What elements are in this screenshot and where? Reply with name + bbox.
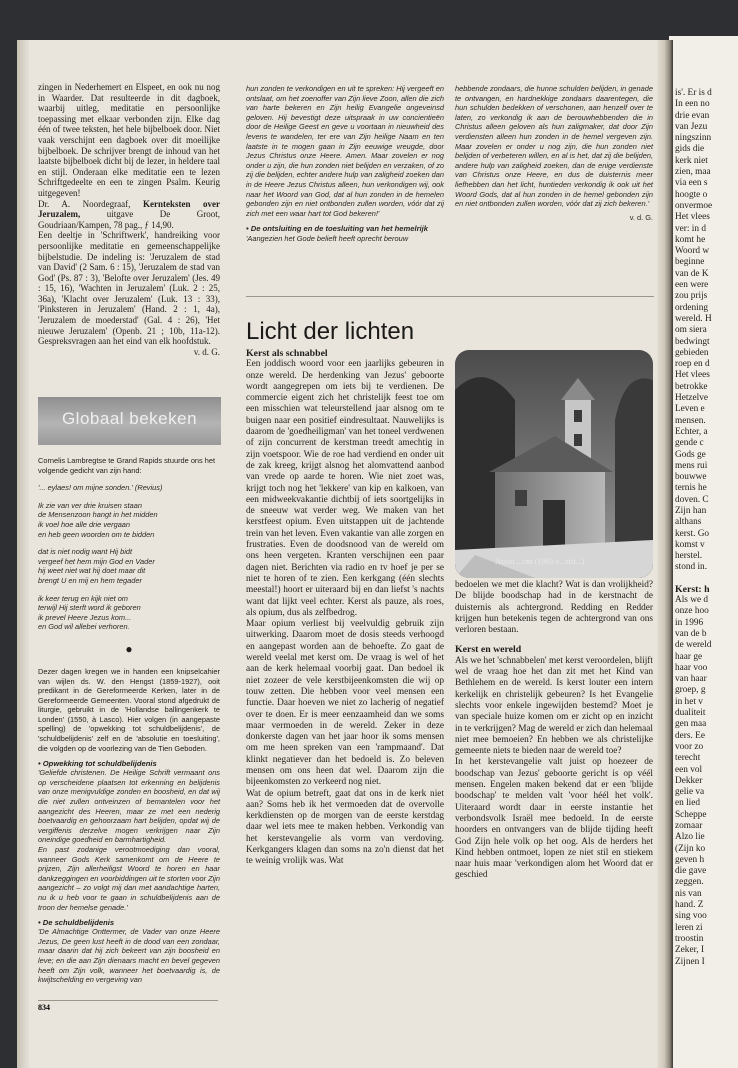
next-page-line: Zijn han	[675, 505, 707, 516]
liturgy-continuation	[246, 84, 444, 244]
next-page-line: geven h	[675, 854, 705, 865]
next-page-line: Woord w	[675, 246, 710, 257]
photo-caption: Assisi ...ran (1995 e...erti...)	[495, 557, 585, 566]
globaal-bekeken-column	[38, 456, 220, 985]
poem-stanza: Ik zie van ver drie kruisen staan de Mensenzoon hangt in het midden ik voel hoe alle drie vergaan en heb geen woorden om te bidden	[38, 500, 158, 539]
next-page-line: Het vlees	[675, 212, 710, 223]
article-paragraph: Een joddisch woord voor een jaarlijks gebeuren in onze wereld. De herdenking van Jezus' geboorte wordt aangegrepen om iets bij te verdienen. De commercie eigent zich het christelijk feest toe om een misschien wat teleurstellend jaar alsnog om te buigen naar een positief eindresultaat. Nauwelijks is daarom de 'goedheiligman' van het toneel verdwenen of zijn concurrent de kerstman treedt amechtig in zijn voetspoor. Wie de roe had verdiend en onder uit de zak kreeg, krijgt alsnog het alomvattend aanbod van vrede op aarde te horen. Wie niet zoet was, krijgt toch nog het 'lekkere' van kip en kalkoen, van een midweekvakantie dichtbij of iets soortgelijks in de sneeuw wat verder weg. We maken van het kerstfeest opium. Even uitstappen uit de jachtende trein van het leven. Even vakantie van alle zorgen en frustraties. Even de doodsnood van de wereld om ons heen vergeten. Kranten verschijnen een paar dagen niet. Berichten via radio en tv hoef je per se niet te horen of te zien. Een kerkgang (één slechts meestal!) hoort er uiteraard bij en dan liefst 's nachts want dat lijkt veel echter. Kerst als pauze, als roes, als opium, dus als zelfbedrog.	[246, 359, 444, 618]
page-gutter	[657, 40, 673, 1068]
next-page-line: wereld. H	[675, 313, 712, 324]
next-page-line: kerst. Go	[675, 528, 710, 539]
next-page-line: gebieden	[675, 347, 709, 358]
footer-rule	[38, 1000, 218, 1001]
article-photo	[455, 350, 653, 578]
article-paragraph: bedoelen we met die klacht? Wat is dan vrolijkheid? De blijde boodschap had in de kerstnacht de duisternis als achtergrond. Redding en Redder krijgen hun betekenis tegen de achtergrond van ons verloren bestaan.	[455, 580, 653, 636]
next-page-line: via een s	[675, 178, 708, 189]
next-page-line: Echter, a	[675, 426, 708, 437]
next-page-line: terecht	[675, 753, 701, 764]
review-signature: v. d. G.	[193, 346, 220, 357]
next-page-line: ternis he	[675, 483, 707, 494]
next-page-line: herstel.	[675, 551, 703, 562]
article-subheading: Kerst en wereld	[455, 644, 522, 656]
next-page-line: haar voo	[675, 662, 708, 673]
liturgy-subheading: • De ontsluiting en de toesluiting van het hemelrijk	[246, 224, 428, 234]
next-page-line: in het v	[675, 696, 703, 707]
page-edge-shadow	[17, 40, 29, 1068]
book-title: Kernteksten over Jeruzalem,	[38, 198, 221, 220]
next-page-text	[675, 595, 737, 968]
poem-stanza: dat is niet nodig want Hij bidt vergeef het hem mijn God en Vader hij weet niet wat hij doet maar dit brengt U en mij en hem tegader	[38, 547, 155, 585]
article-paragraph: Wat de opium betreft, gaat dat ons in de kerk niet aan? Soms heb ik het vermoeden dat de overvolle kerkdiensten op de morgen van de eerste kerstdag daar wel iets mee te maken hebben. Verkondig van het kerstevangelie als vorm van verdoving. Kerkgangers klagen dan soms na zo'n dienst dat het te weinig vrolijk was. Wat	[246, 788, 444, 867]
next-page-line: onvermoe	[675, 200, 713, 211]
next-page-line: beginne	[675, 257, 705, 268]
poem-stanza: ik keer terug en kijk niet om terwijl Hij sterft word ik geboren ik prevel Heere Jezus kom... en God wil allebei verhoren.	[38, 593, 141, 632]
next-page-line: troostin	[675, 933, 704, 944]
next-page-line: komst v	[675, 539, 705, 550]
next-page-line: Zeker, I	[675, 945, 705, 956]
review-paragraph: zingen in Nederhemert en Elspeet, en ook nu nog in Waarder. Dat resulteerde in dit dagboek, waarbij uitleg, meditatie en persoonlijke toepassing met elkaar verbonden zijn. Elke dag één of twee teksten, het hele bijbelboek door. Niet vaak verschijnt een dagboek over dit moeilijke bijbelboek. De schrijver brengt de inhoud van het laatste bijbelboek dicht bij de lezer, in heldere taal en stijl. Onderaan elke meditatie een te lezen Schriftgedeelte en een te zingen Psalm. Keurig uitgegeven!	[38, 82, 220, 198]
liturgy-signature: v. d. G.	[629, 212, 653, 222]
article-subheading: Kerst als schnabbel	[246, 348, 328, 359]
next-page-line: die gave	[675, 866, 707, 877]
next-page-line: in 1996	[675, 617, 704, 628]
article-paragraph: Maar opium verliest bij veelvuldig gebruik zijn uitwerking. Daarom moet de dosis steeds verhoogd en aangepast worden aan de behoefte. Zo gaat de wereld veelal met kerst om. De vraag is wel of het aan de kerk helemaal voorbij gaat. Dan bedoel ik niet zozeer de vele kerstbijeenkomsten die wij op touw zetten. Die hebben voor veel mensen een functie. Daar hoeven we niet zo lacherig of negatief over te doen. Er is meer eenzaamheid dan we soms maar vermoeden in de wereld. Zeker in deze donkerste dagen van het jaar hoor ik soms mensen om me heen spreken van een 'rampmaand'. Dat klinkt negatiever dan het bedoeld is. Zo beleven mensen om ons heen dat wel. Daarom zijn die bijeenkomsten zo verkeerd nog niet.	[246, 619, 444, 788]
next-page-line: van de b	[675, 628, 707, 639]
review-book-entry	[38, 199, 220, 231]
next-page-line: Gods ge	[675, 449, 706, 460]
article-paragraph: In het kerstevangelie valt juist op hoezeer de boodschap van Jezus' geboorte gericht is op véél mensen. Engelen maken bekend dat er een 'blijde boodschap' te melden valt 'voor héél het volk'. Uiteraard wordt daar in eerste instantie het verbondsvolk Israël mee bedoeld. In de eerste hoorders en ontvangers van de blijde tijding heeft God Zijn hele volk op het oog. Als de herders het Kind hebben ontmoet, lopen ze niet stil en stiekem naar huis maar 'verkondigen alom het Woord dat er geschied	[455, 757, 653, 881]
sidebar-subheading: • Opwekking tot schuldbelijdenis	[38, 759, 157, 769]
banner-title: Globaal bekeken	[61, 409, 198, 428]
next-page-line: komt he	[675, 234, 706, 245]
next-page-line: van de K	[675, 268, 709, 279]
next-page-line: mensen.	[675, 415, 706, 426]
sidebar-text: 'Geliefde christenen. De Heilige Schrift vermaant ons op verscheidene plaatsen tot erkenning en belijdenis van onze menigvuldige zonden en boosheid, en dat wij die niet zullen ontveinzen of bemantelen voor het aangezicht des Heeren, maar ze met een nederig boetvaardig en gehoorzaam hart belijden, opdat wij de vergiffenis derzelve mogen verkrijgen naar Zijn oneindige goedheid en barmhartigheid. En past zodanige verootmoediging dan vooral, wanneer Gods Kerk samenkomt om de Heere te prijzen, Zijn allerheiligst Woord te horen en haar dankzeggingen en voorbiddingen uit te storten voor Zijn aangezicht – zo volgt mij dan met aandachtige harten, nu ik u heb voor te gaan in schuldbelijdenis aan de troon der hemelse genade.'	[38, 768, 221, 912]
liturgy-text: hun zonden te verkondigen en uit te spreken: Hij vergeeft en ontslaat, om het zoenoffer van Zijn lieve Zoon, allen die zich van harte bekeren en Zijn heilig Evangelie ongeveinsd geloven. Hij bevestigt deze uitspraak in uw concientieën door de Heilige Geest en geve u voortaan in nieuwheid des levens te wandelen, ter ere van Zijn heilige Naam en ten laatste in te mogen gaan in Zijn eeuwige vreugde, door Jezus Christus onze Heere. Amen. Maar zovelen er nog onder u zijn, die hun zonden niet belijden en verzaken, of zo zij die belijden, echter andere hulp van zaligheid zoeken dan in de Heere Jezus Christus alleen, hun verkondigen wij, ook naar het Woord van God, dat al hun zonden in de hemelen gebonden zijn en niet ontbonden zullen worden, vóór dat zij zich met een waar hart tot God bekeren!'	[246, 84, 444, 218]
next-page-line: Hetzelve	[675, 393, 709, 404]
next-page-line: althans	[675, 517, 702, 528]
liturgy-text: 'Aangezien het Gode belieft heeft oprecht berouw	[246, 233, 409, 243]
page-number: 834	[38, 1003, 50, 1012]
next-page-line: doven. C	[675, 494, 709, 505]
next-page-line: Zijnen I	[675, 956, 705, 967]
section-divider	[246, 296, 654, 297]
next-page-line: Dekker	[675, 775, 703, 786]
section-banner	[38, 397, 221, 445]
next-page-line: ningszinn	[675, 133, 712, 144]
article-title: Licht der lichten	[246, 318, 415, 345]
article-paragraph: Als we het 'schnabbelen' met kerst veroordelen, blijft wel de vraag hoe het dan zit met het Kind van Bethlehem en de wereld. Is kerst louter een intern kerkelijk en christelijk gebeuren? Is het Evangelie slechts voor enkele ingewijden bestemd? Moet je van speciale huize komen om er zicht op en inzicht in te verkrijgen? Mag de wereld er zich dan helemaal niet mee bemoeien? En hebben we als christelijke gemeente niets te bieden naar de wereld toe?	[455, 655, 653, 757]
next-page-line: Als we d	[675, 595, 709, 606]
next-page-line: ver: in d	[675, 223, 706, 234]
next-page-line: mens rui	[675, 460, 708, 471]
next-page-line: gende c	[675, 438, 704, 449]
next-page-line: een vol	[675, 764, 703, 775]
next-page-line: Het vlees	[675, 370, 710, 381]
article-column-2	[455, 580, 653, 882]
next-page-line: om siera	[675, 325, 707, 336]
next-page-line: sing voo	[675, 911, 707, 922]
next-page-line: bouwwe	[675, 472, 707, 483]
church-photo-image	[455, 350, 653, 578]
next-page-line: voor zo	[675, 741, 704, 752]
book-review-column	[38, 82, 220, 357]
next-page-line: en lied	[675, 798, 701, 809]
next-page-line: van haar	[675, 674, 707, 685]
liturgy-continuation-right	[455, 84, 653, 222]
sidebar-subheading: • De schuldbelijdenis	[38, 918, 115, 928]
next-page-line: ders. Ee	[675, 730, 705, 741]
next-page-line: gen maa	[675, 719, 707, 730]
next-page-line: nis van	[675, 888, 702, 899]
next-page-line: Leven e	[675, 404, 705, 415]
sidebar-text: 'De Almachtige Onttermer, de Vader van onze Heere Jezus, De geen lust heeft in de dood van een zondaar, maar daarin dat hij zich bekeert van zijn boosheid en leve; en die aan Zijn dienaars macht en bevel gegeven heeft om Zijn volk, wanneer het boetvaardig is, de kwijtschelding en vergeving van	[38, 927, 220, 985]
next-page-line: is'. Er is d	[675, 88, 712, 98]
next-page-line: zomaar	[675, 821, 703, 831]
next-page-column	[675, 88, 737, 968]
next-page-line: betrokke	[675, 381, 708, 392]
article-column-1	[246, 348, 444, 868]
next-page-line: In een no	[675, 99, 710, 110]
review-paragraph: Een deeltje in 'Schriftwerk', handreiking voor persoonlijke meditatie en gemeenschappelijke bijbelstudie. De indeling is: 'Jeruzalem de stad van David' (2 Sam. 6 : 15), 'Jeruzalem de stad van God' (Ps. 87 : 3), 'Belofte over Jeruzalem' (Jes. 49 : 15, 16), 'Wachten in Jeruzalem' (Luk. 2 : 25, 36a), 'Klacht over Jeruzalem' (Luk. 13 : 33), 'Pinksteren in Jeruzalem' (Hand. 2 : 1, 4a), 'Jeruzalem de moederstad' (Gal. 4 : 26), 'Het nieuwe Jeruzalem' (Openb. 21 ; 10b, 11a-12). Gespreksvragen aan het eind van elk hoofdstuk.	[38, 230, 220, 347]
next-page-line: zou prijs	[675, 291, 708, 302]
next-page-line: stond in.	[675, 562, 708, 573]
next-page-line: zeggen.	[675, 877, 704, 888]
next-page-line: hoogte o	[675, 189, 708, 200]
next-page-line: bedwingt	[675, 336, 710, 347]
next-page-line: onze hoo	[675, 606, 709, 617]
next-page-line: gids die	[675, 144, 705, 155]
next-page-line: haar ge	[675, 651, 703, 662]
next-page-line: hand. Z	[675, 900, 704, 911]
next-page-text	[675, 88, 737, 574]
next-page-line: (Zijn ko	[675, 843, 706, 854]
next-page-line: groep, g	[675, 685, 706, 696]
next-page-heading: Kerst: h	[675, 583, 710, 595]
sidebar-intro: Cornelis Lambregtse te Grand Rapids stuurde ons het volgende gedicht van zijn hand:	[38, 456, 216, 475]
next-page-line: een were	[675, 280, 709, 291]
poem-epigraph: '... eylaes! om mijne sonden.' (Revius)	[38, 483, 163, 493]
next-page-line: de wereld	[675, 640, 712, 651]
next-page-line: zien, maa	[675, 167, 711, 178]
book-author: Dr. A. Noordegraaf,	[38, 198, 143, 209]
next-page-line: drie evan	[675, 110, 710, 121]
next-page-line: van Jezu	[675, 121, 708, 132]
next-page-line: roep en d	[675, 359, 710, 370]
next-page-line: leren zi	[675, 922, 703, 933]
next-page-line: kerk niet	[675, 155, 708, 166]
book-info: uitgave De Groot, Goudriaan/Kampen, 78 pag., ƒ 14,90.	[38, 209, 220, 230]
next-page-line: ordening	[675, 302, 709, 313]
bullet-separator: ●	[125, 641, 133, 656]
next-page-line: Scheppe	[675, 809, 707, 820]
next-page-line: dualiteit	[675, 708, 706, 719]
next-page-line: Alzo lie	[675, 832, 705, 843]
liturgy-text: hebbende zondaars, die hunne schulden belijden, in genade te ontvangen, en hardnekkige zondaars daarentegen, die hun schulden bedekken of verschonen, aan henzelf over te laten, zo verkondig ik aan de berouwhebbenden die in Christus alleen geloven als hun zaligmaker, dat door Zijn verdiensten alleen hun zonden in de hemel vergeven zijn. Maar zovelen er onder u nog zijn, die hun zonden niet belijden of verbeteren willen, en al is het, dat zij die belijden, andere hulp van zaligheid zoeken, dan de enige verdienste van Christus onze Heere, en dus de duisternis meer liefhebben dan het licht, huntieden verkondig ik ook uit het Woord Gods, dat al hun zonden in de hemel gebonden zijn en niet ontbonden zullen worden, vóór dat zij zich bekeren.'	[455, 84, 653, 209]
next-page-line: gelie va	[675, 787, 705, 798]
sidebar-paragraph: Dezer dagen kregen we in handen een knipselcahier van wijlen ds. W. den Hengst (1859-1927), ooit predikant in de Gereformeerde Kerken, later in de Gereformeerde Gemeenten. Vooral stond afgedrukt de liturgie, gebruikt in de 'Hollandse ballingenkerk te Londen' (1550, à Lasco). Hier volgen (in aangepaste spelling) de 'opwekking tot schuldbelijdenis', de 'schuldbelijdenis' zelf en de 'absolutie en toesluiting', die volgden op de voorlezing van de Tien Geboden.	[38, 666, 220, 753]
